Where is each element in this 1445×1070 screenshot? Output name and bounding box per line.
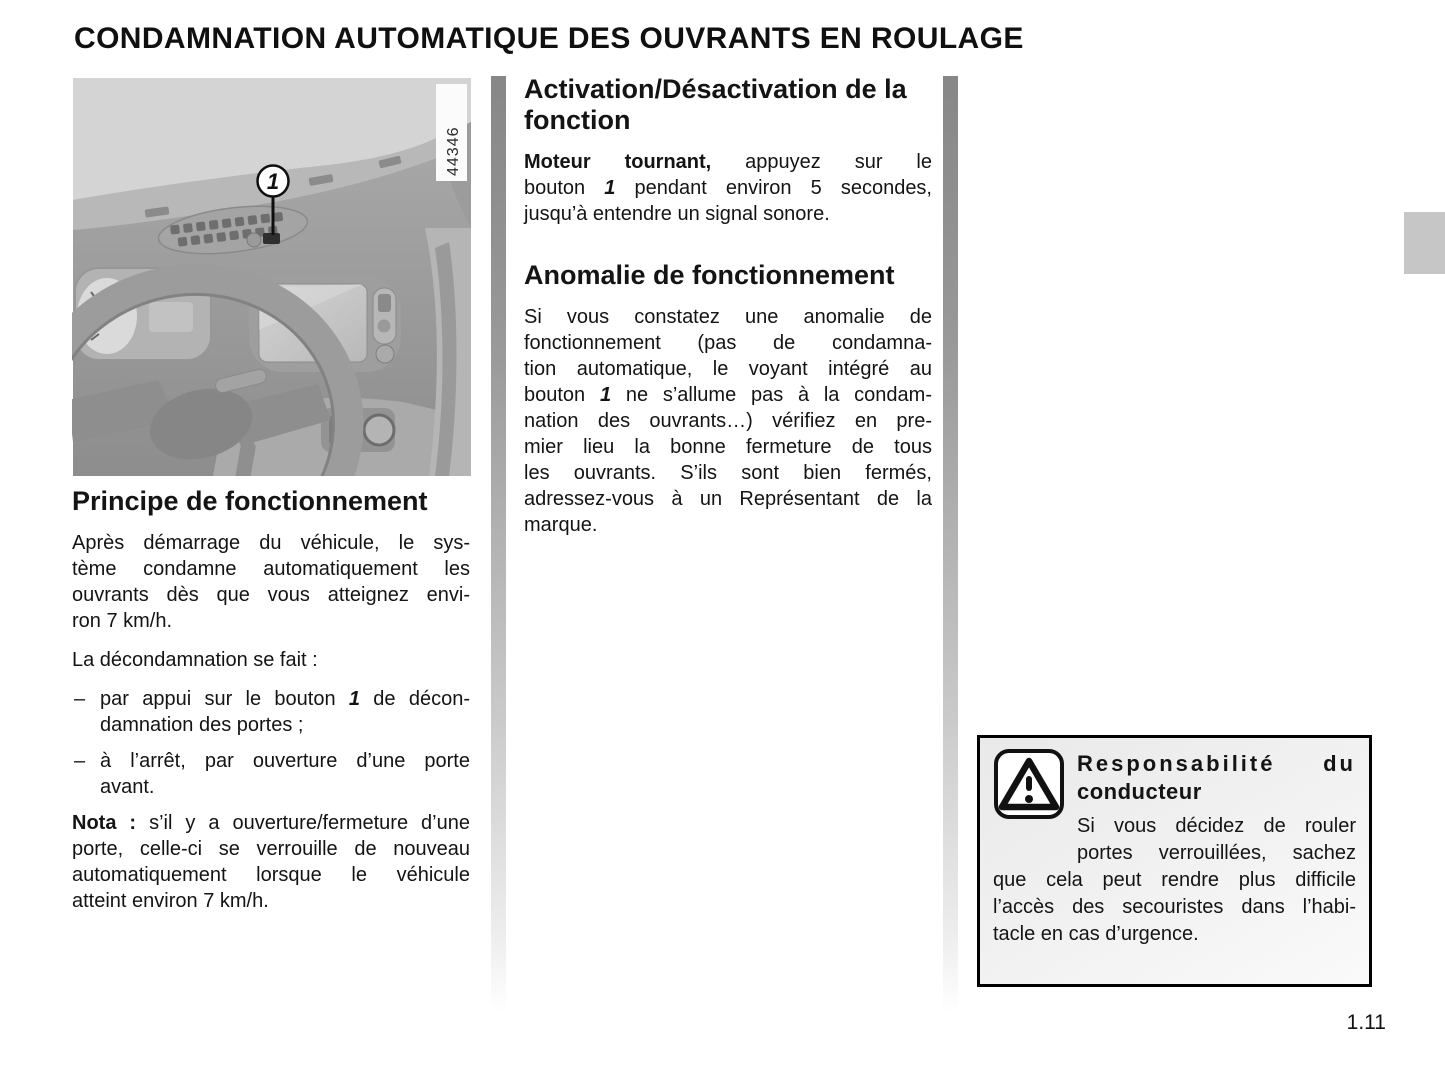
- section-heading-principe: Principe de fonctionnement: [72, 486, 428, 516]
- button-base: [247, 233, 261, 247]
- list-item: [72, 748, 470, 800]
- warning-body: Si vous décidez de rouler portes verrouillées, sachez que cela peut rendre plus difficile l’accès des secouristes dans l’habi- tacle en cas d’urgence.: [993, 815, 1356, 945]
- bullet-dash: –: [74, 750, 86, 772]
- paragraph-principe: Après démarrage du véhicule, le sys- tème condamne automatiquement les ouvrants dès que vous atteignez envi- ron 7 km/h.: [72, 532, 470, 632]
- dashboard-illustration: [72, 78, 472, 476]
- column-separator: [943, 76, 958, 1013]
- warning-box: [977, 735, 1372, 987]
- column-separator: [491, 76, 506, 1013]
- warning-triangle-icon: [993, 748, 1065, 820]
- paragraph-anomalie: Si vous constatez une anomalie de fonctionnement (pas de condamna- tion automatique, le voyant intégré au bouton 1 ne s’allume pas à la condam- nation des ouvrants…) vérifiez en pre- mier lieu la bonne fermeture de tous les ouvrants. S’ils sont bien fermés, adressez-vous à un Représentant de la marque.: [524, 306, 932, 536]
- paragraph-decondamnation: La décondamnation se fait :: [72, 649, 318, 671]
- svg-text:1: 1: [266, 169, 280, 194]
- page-number: 1.11: [1346, 1011, 1386, 1034]
- left-column: [72, 486, 470, 927]
- page-title: CONDAMNATION AUTOMATIQUE DES OUVRANTS EN ROULAGE: [74, 22, 1024, 55]
- section-heading-activation: Activation/Désactivation de la fonction: [524, 74, 907, 135]
- svg-text:44346: 44346: [445, 126, 462, 176]
- chapter-edge-tab: [1404, 212, 1445, 274]
- warning-icon-wrap: [993, 748, 1065, 860]
- dashboard-figure: [72, 78, 472, 476]
- paragraph-activation: Moteur tournant, appuyez sur le bouton 1 pendant environ 5 secondes, jusqu’à entendre un signal sonore.: [524, 151, 932, 225]
- bullet-text: par appui sur le bouton 1 de décon- damnation des portes ;: [100, 688, 470, 736]
- list-item: [72, 686, 470, 738]
- paragraph-nota: Nota : s’il y a ouverture/fermeture d’une porte, celle-ci se verrouille de nouveau automatiquement lorsque le véhicule atteint environ 7 km/h.: [72, 812, 470, 912]
- middle-column: [524, 74, 932, 551]
- section-heading-anomalie: Anomalie de fonctionnement: [524, 260, 895, 290]
- warning-title: Responsabilité du conducteur: [1077, 751, 1356, 804]
- figure-number: [436, 84, 467, 181]
- bullet-dash: –: [74, 688, 86, 710]
- bullet-text: à l’arrêt, par ouverture d’une porte avant.: [100, 750, 470, 798]
